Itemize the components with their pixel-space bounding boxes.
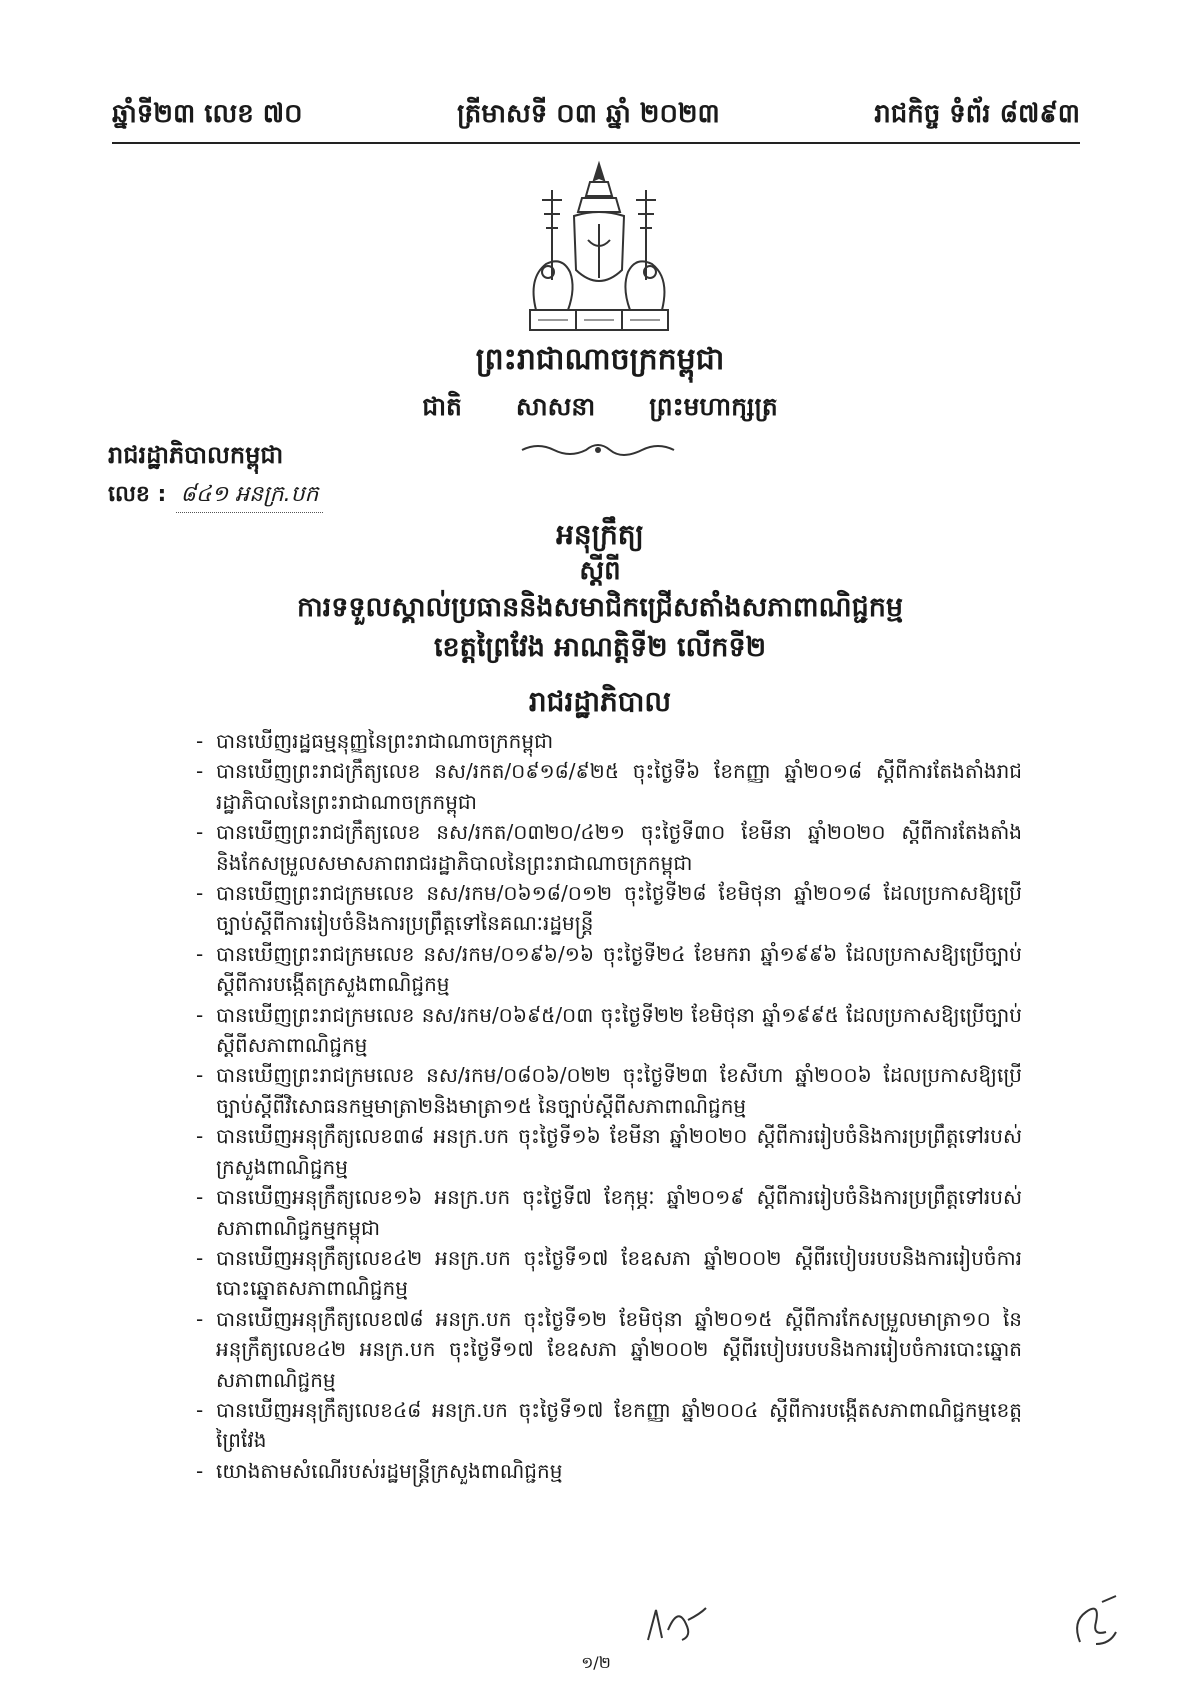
gazette-issue: ឆ្នាំទី២៣ លេខ ៧០: [112, 99, 303, 129]
reference-label: លេខ :: [108, 482, 167, 507]
list-item: - បានឃើញព្រះរាជក្រមលេខ នស/រកម/០៨០៦/០២២ ចុះថ្ងៃទី២៣ ខែសីហា ឆ្នាំ២០០៦ ដែលប្រកាសឱ្យប្រើច្បាប់ស្តីពីវិសោធនកម្មមាត្រា២និងមាត្រា១៥ នៃច្បាប់ស្តីពីសភាពាណិជ្ជកម្ម: [202, 1060, 1022, 1121]
title-line-2: ខេត្តព្រៃវែង អាណត្តិទី២ លើកទី២: [433, 632, 767, 663]
margin-initials: [1066, 1592, 1126, 1652]
document-type: អនុក្រឹត្យ: [556, 518, 644, 551]
list-item: - បានឃើញព្រះរាជក្រឹត្យលេខ នស/រកត/០៩១៨/៩២៥ ចុះថ្ងៃទី៦ ខែកញ្ញា ឆ្នាំ២០១៨ ស្តីពីការតែងតាំងរាជរដ្ឋាភិបាលនៃព្រះរាជាណាចក្រកម្ពុជា: [202, 756, 1022, 817]
national-motto: [340, 392, 860, 428]
page-number: ១/២: [581, 1653, 611, 1672]
recitals-list: [202, 726, 1022, 1486]
title-block: [220, 516, 980, 724]
list-item: - យោងតាមសំណើរបស់រដ្ឋមន្ត្រីក្រសួងពាណិជ្ជកម្ម: [202, 1456, 1022, 1486]
list-item: - បានឃើញរដ្ឋធម្មនុញ្ញនៃព្រះរាជាណាចក្រកម្ពុជា: [202, 726, 1022, 756]
royal-arms-emblem: [518, 160, 680, 336]
gazette-page: រាជកិច្ច ទំព័រ ៨៧៩៣: [874, 99, 1080, 129]
list-item: - បានឃើញព្រះរាជក្រឹត្យលេខ នស/រកត/០៣២០/៤២១ ចុះថ្ងៃទី៣០ ខែមីនា ឆ្នាំ២០២០ ស្តីពីការតែងតាំងនិងកែសម្រួលសមាសភាពរាជរដ្ឋាភិបាលនៃព្រះរាជាណាចក្រកម្ពុជា: [202, 817, 1022, 878]
reference-number: ៨៤១ អនក្រ.បក: [176, 480, 322, 513]
government-heading: រាជរដ្ឋាភិបាល: [528, 685, 672, 718]
list-item: - បានឃើញអនុក្រឹត្យលេខ៤៨ អនក្រ.បក ចុះថ្ងៃទី១៧ ខែកញ្ញា ឆ្នាំ២០០៤ ស្តីពីការបង្កើតសភាពាណិជ្ជកម្មខេត្តព្រៃវែង: [202, 1395, 1022, 1456]
title-about: ស្តីពី: [579, 556, 621, 586]
reference-line: [108, 480, 323, 513]
list-item: - បានឃើញព្រះរាជក្រមលេខ នស/រកម/០១៩៦/១៦ ចុះថ្ងៃទី២៤ ខែមករា ឆ្នាំ១៩៩៦ ដែលប្រកាសឱ្យប្រើច្បាប់ស្តីពីការបង្កើតក្រសួងពាណិជ្ជកម្ម: [202, 939, 1022, 1000]
motto-nation: ជាតិ: [422, 392, 462, 421]
issuing-authority: រាជរដ្ឋាភិបាលកម្ពុជា: [108, 441, 284, 469]
list-item: - បានឃើញអនុក្រឹត្យលេខ៣៨ អនក្រ.បក ចុះថ្ងៃទី១៦ ខែមីនា ឆ្នាំ២០២០ ស្តីពីការរៀបចំនិងការប្រព្រឹត្តទៅរបស់ក្រសួងពាណិជ្ជកម្ម: [202, 1121, 1022, 1182]
gazette-quarter: ត្រីមាសទី ០៣ ឆ្នាំ ២០២៣: [456, 99, 720, 129]
gazette-header: [112, 92, 1080, 140]
list-item: - បានឃើញអនុក្រឹត្យលេខ១៦ អនក្រ.បក ចុះថ្ងៃទី៧ ខែកុម្ភៈ ឆ្នាំ២០១៩ ស្តីពីការរៀបចំនិងការប្រព្រឹត្តទៅរបស់សភាពាណិជ្ជកម្មកម្ពុជា: [202, 1182, 1022, 1243]
list-item: - បានឃើញព្រះរាជក្រមលេខ នស/រកម/០៦៩៥/០៣ ចុះថ្ងៃទី២២ ខែមិថុនា ឆ្នាំ១៩៩៥ ដែលប្រកាសឱ្យប្រើច្បាប់ស្តីពីសភាពាណិជ្ជកម្ម: [202, 1000, 1022, 1061]
header-rule: [112, 142, 1080, 144]
list-item: - បានឃើញអនុក្រឹត្យលេខ៤២ អនក្រ.បក ចុះថ្ងៃទី១៧ ខែឧសភា ឆ្នាំ២០០២ ស្តីពីរបៀបរបបនិងការរៀបចំការបោះឆ្នោតសភាពាណិជ្ជកម្ម: [202, 1243, 1022, 1304]
list-item: - បានឃើញអនុក្រឹត្យលេខ៧៨ អនក្រ.បក ចុះថ្ងៃទី១២ ខែមិថុនា ឆ្នាំ២០១៥ ស្តីពីការកែសម្រួលមាត្រា១០ នៃអនុក្រឹត្យលេខ៤២ អនក្រ.បក ចុះថ្ងៃទី១៧ ខែឧសភា ឆ្នាំ២០០២ ស្តីពីរបៀបរបបនិងការរៀបចំការបោះឆ្នោតសភាពាណិជ្ជកម្ម: [202, 1304, 1022, 1395]
kingdom-title: ព្រះរាជាណាចក្រកម្ពុជា: [475, 342, 725, 377]
motto-king: ព្រះមហាក្សត្រ: [649, 392, 778, 421]
list-item: - បានឃើញព្រះរាជក្រមលេខ នស/រកម/០៦១៨/០១២ ចុះថ្ងៃទី២៨ ខែមិថុនា ឆ្នាំ២០១៨ ដែលប្រកាសឱ្យប្រើច្បាប់ស្តីពីការរៀបចំនិងការប្រព្រឹត្តទៅនៃគណៈរដ្ឋមន្ត្រី: [202, 878, 1022, 939]
ornament-divider: [518, 438, 678, 462]
title-line-1: ការទទួលស្គាល់ប្រធាននិងសមាជិកជ្រើសតាំងសភាពាណិជ្ជកម្ម: [296, 592, 904, 623]
handwritten-initials: [642, 1600, 712, 1650]
motto-religion: សាសនា: [515, 392, 596, 421]
